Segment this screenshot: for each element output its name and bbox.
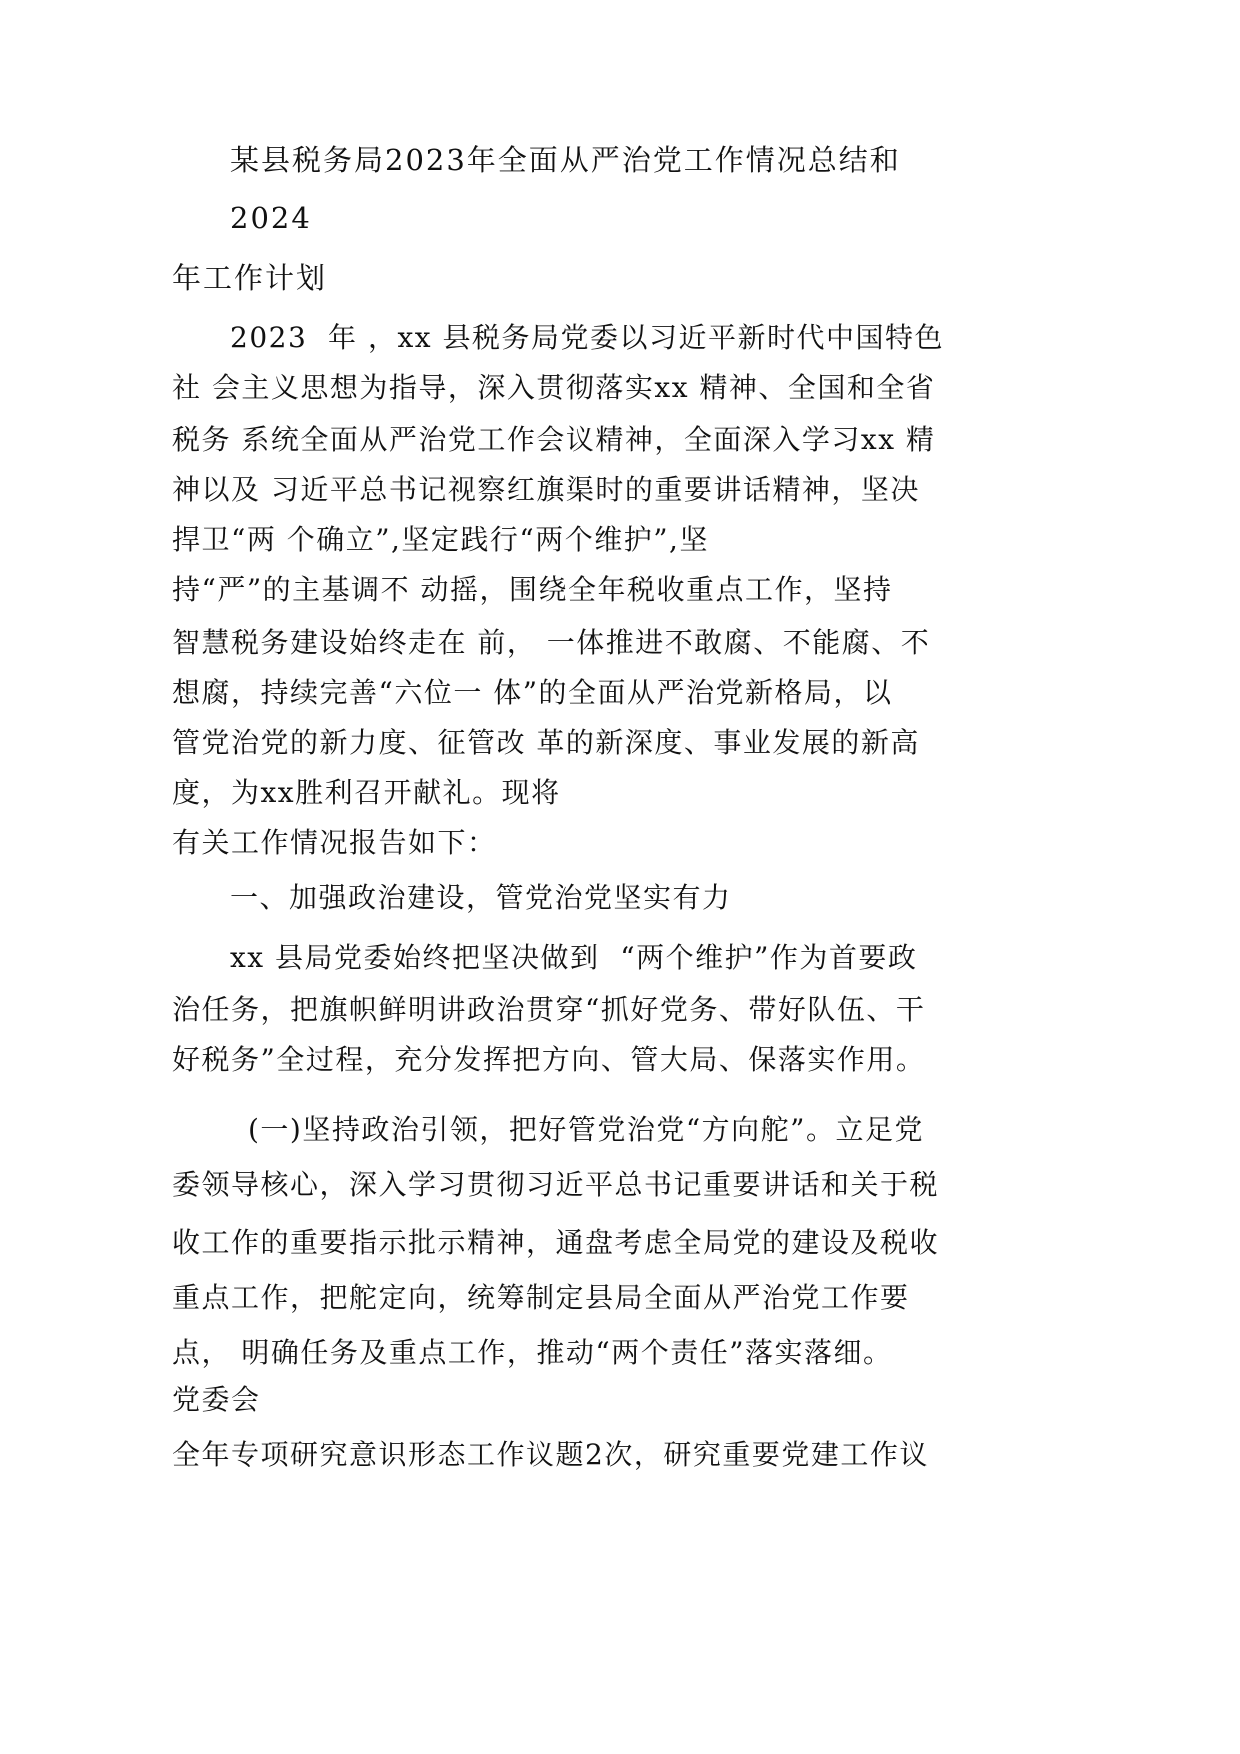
- intro-line: 捍卫“两 个确立”,坚定践行“两个维护”,坚: [172, 523, 709, 556]
- title-line-3: 年工作计划: [172, 261, 328, 295]
- section-para-line: 治任务，把旗帜鲜明讲政治贯穿“抓好党务、带好队伍、干: [172, 993, 926, 1026]
- intro-line: 社 会主义思想为指导，深入贯彻落实xx 精神、全国和全省: [172, 371, 936, 404]
- intro-line: 有关工作情况报告如下：: [172, 826, 497, 859]
- title-line-1: 某县税务局2023年全面从严治党工作情况总结和: [230, 143, 901, 177]
- intro-line: 智慧税务建设始终走在 前， 一体推进不敢腐、不能腐、不: [172, 626, 931, 659]
- intro-line: 想腐，持续完善“六位一 体”的全面从严治党新格局，以: [172, 676, 893, 709]
- subsection-line: 全年专项研究意识形态工作议题2次，研究重要党建工作议: [172, 1438, 929, 1471]
- subsection-line: 党委会: [172, 1383, 261, 1416]
- intro-line: 持“严”的主基调不 动摇，围绕全年税收重点工作，坚持: [172, 573, 893, 606]
- section-heading: 一、加强政治建设，管党治党坚实有力: [230, 881, 732, 914]
- subsection-line: 收工作的重要指示批示精神，通盘考虑全局党的建设及税收: [172, 1226, 940, 1259]
- subsection-line: (一)坚持政治引领，把好管党治党“方向舵”。立足党: [248, 1113, 924, 1146]
- intro-line: 度，为xx胜利召开献礼。现将: [172, 776, 561, 809]
- intro-line: 管党治党的新力度、征管改 革的新深度、事业发展的新高: [172, 726, 920, 759]
- intro-line: 2023 年 ，xx 县税务局党委以习近平新时代中国特色: [230, 321, 944, 354]
- subsection-line: 委领导核心，深入学习贯彻习近平总书记重要讲话和关于税: [172, 1168, 940, 1201]
- intro-line: 神以及 习近平总书记视察红旗渠时的重要讲话精神，坚决: [172, 473, 920, 506]
- subsection-line: 重点工作，把舵定向，统筹制定县局全面从严治党工作要: [172, 1281, 910, 1314]
- intro-line: 税务 系统全面从严治党工作会议精神，全面深入学习xx 精: [172, 423, 936, 456]
- title-line-2: 2024: [230, 201, 312, 235]
- subsection-line: 点， 明确任务及重点工作，推动“两个责任”落实落细。: [172, 1336, 893, 1369]
- section-para-line: xx 县局党委始终把坚决做到 “两个维护”作为首要政: [230, 941, 918, 974]
- section-para-line: 好税务”全过程，充分发挥把方向、管大局、保落实作用。: [172, 1043, 926, 1076]
